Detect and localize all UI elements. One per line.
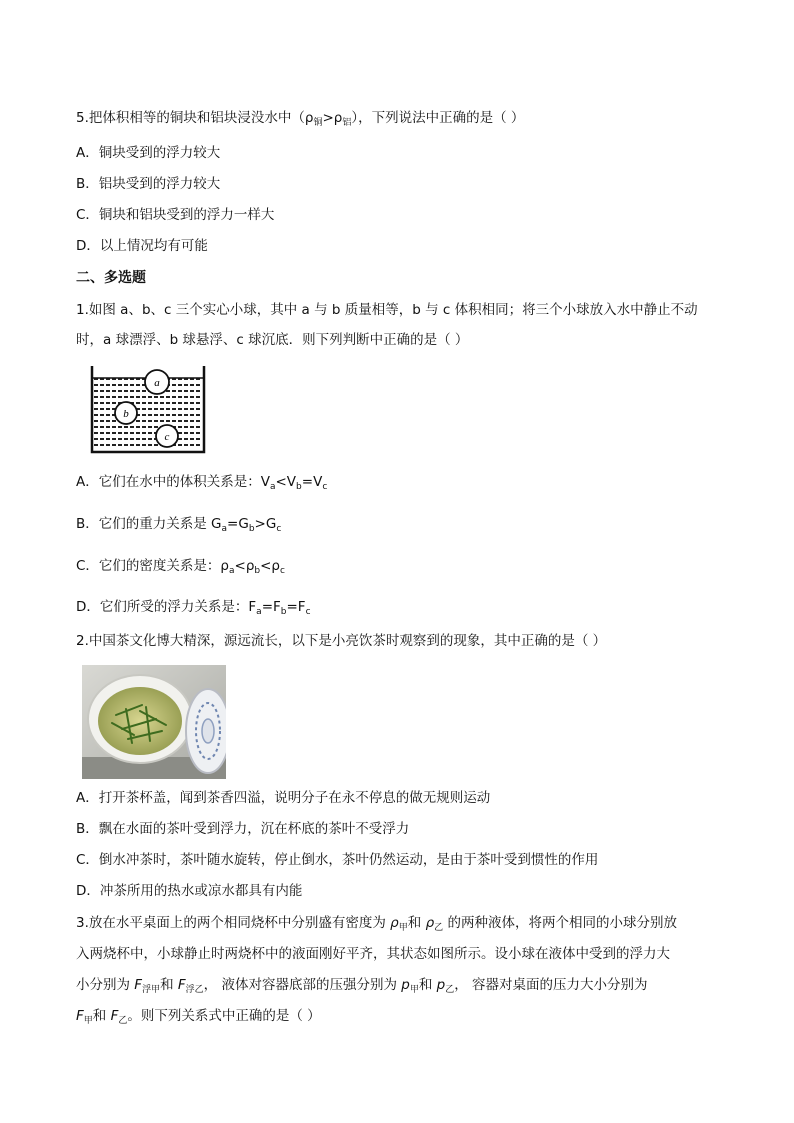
m3-stem-line2: 入两烧杯中，小球静止时两烧杯中的液面刚好平齐，其状态如图所示。设小球在液体中受到的浮力大 xyxy=(76,946,670,962)
m1-option-b: B．它们的重力关系是 $G_a=G_b>G_c$ xyxy=(76,516,282,534)
m2-option-c: C．倒水冲茶时，茶叶随水旋转，停止倒水，茶叶仍然运动，是由于茶叶受到惯性的作用 xyxy=(76,852,599,868)
m1-stem-line1: 1.如图 a、b、c 三个实心小球，其中 a 与 b 质量相等，b 与 c 体积相同；将三个小球放入水中静止不动 xyxy=(76,302,698,318)
m3-stem-line3: 小分别为 $F_{浮甲}$和 $F_{浮乙}$， 液体对容器底部的压强分别为 $p_甲$和 $p_乙$， 容器对桌面的压力大小分别为 xyxy=(76,977,648,995)
q5-option-b: B．铝块受到的浮力较大 xyxy=(76,176,221,192)
q5-option-c: C．铜块和铝块受到的浮力一样大 xyxy=(76,207,275,223)
m2-option-b: B．飘在水面的茶叶受到浮力，沉在杯底的茶叶不受浮力 xyxy=(76,821,410,837)
m2-option-a: A．打开茶杯盖，闻到茶香四溢，说明分子在永不停息的做无规则运动 xyxy=(76,790,491,806)
beaker-figure xyxy=(88,364,208,456)
m2-option-d: D．冲茶所用的热水或凉水都具有内能 xyxy=(76,883,303,899)
q5-option-a: A．铜块受到的浮力较大 xyxy=(76,145,221,161)
m2-stem: 2.中国茶文化博大精深，源远流长，以下是小亮饮茶时观察到的现象，其中正确的是（ ） xyxy=(76,633,607,649)
m1-option-d: D．它们所受的浮力关系是：$F_a=F_b=F_c$ xyxy=(76,599,311,617)
m3-stem-line1: 3.放在水平桌面上的两个相同烧杯中分别盛有密度为 $\rho_甲$和 $\rho_乙$ 的两种液体，将两个相同的小球分别放 xyxy=(76,915,677,933)
ball-a-label: a xyxy=(154,377,160,389)
tea-liquid xyxy=(98,687,182,755)
q5-stem: 5.把体积相等的铜块和铝块浸没水中$(\rho_铜>\rho_铝)$，下列说法中正确的是（ ） xyxy=(76,110,525,128)
m1-option-c: C．它们的密度关系是：$\rho_a<\rho_b<\rho_c$ xyxy=(76,558,285,576)
q5-option-d: D．以上情况均有可能 xyxy=(76,238,208,254)
ball-b-label: b xyxy=(123,408,129,420)
ball-c-label: c xyxy=(164,431,170,443)
m1-stem-line2: 时，a 球漂浮、b 球悬浮、c 球沉底．则下列判断中正确的是（ ） xyxy=(76,332,469,348)
m3-stem-line4: $F_甲$和 $F_乙$。则下列关系式中正确的是（ ） xyxy=(76,1008,321,1026)
m1-option-a: A．它们在水中的体积关系是：$V_a<V_b=V_c$ xyxy=(76,474,328,492)
section-title: 二、多选题 xyxy=(76,270,146,286)
tea-cup-photo xyxy=(82,665,226,779)
